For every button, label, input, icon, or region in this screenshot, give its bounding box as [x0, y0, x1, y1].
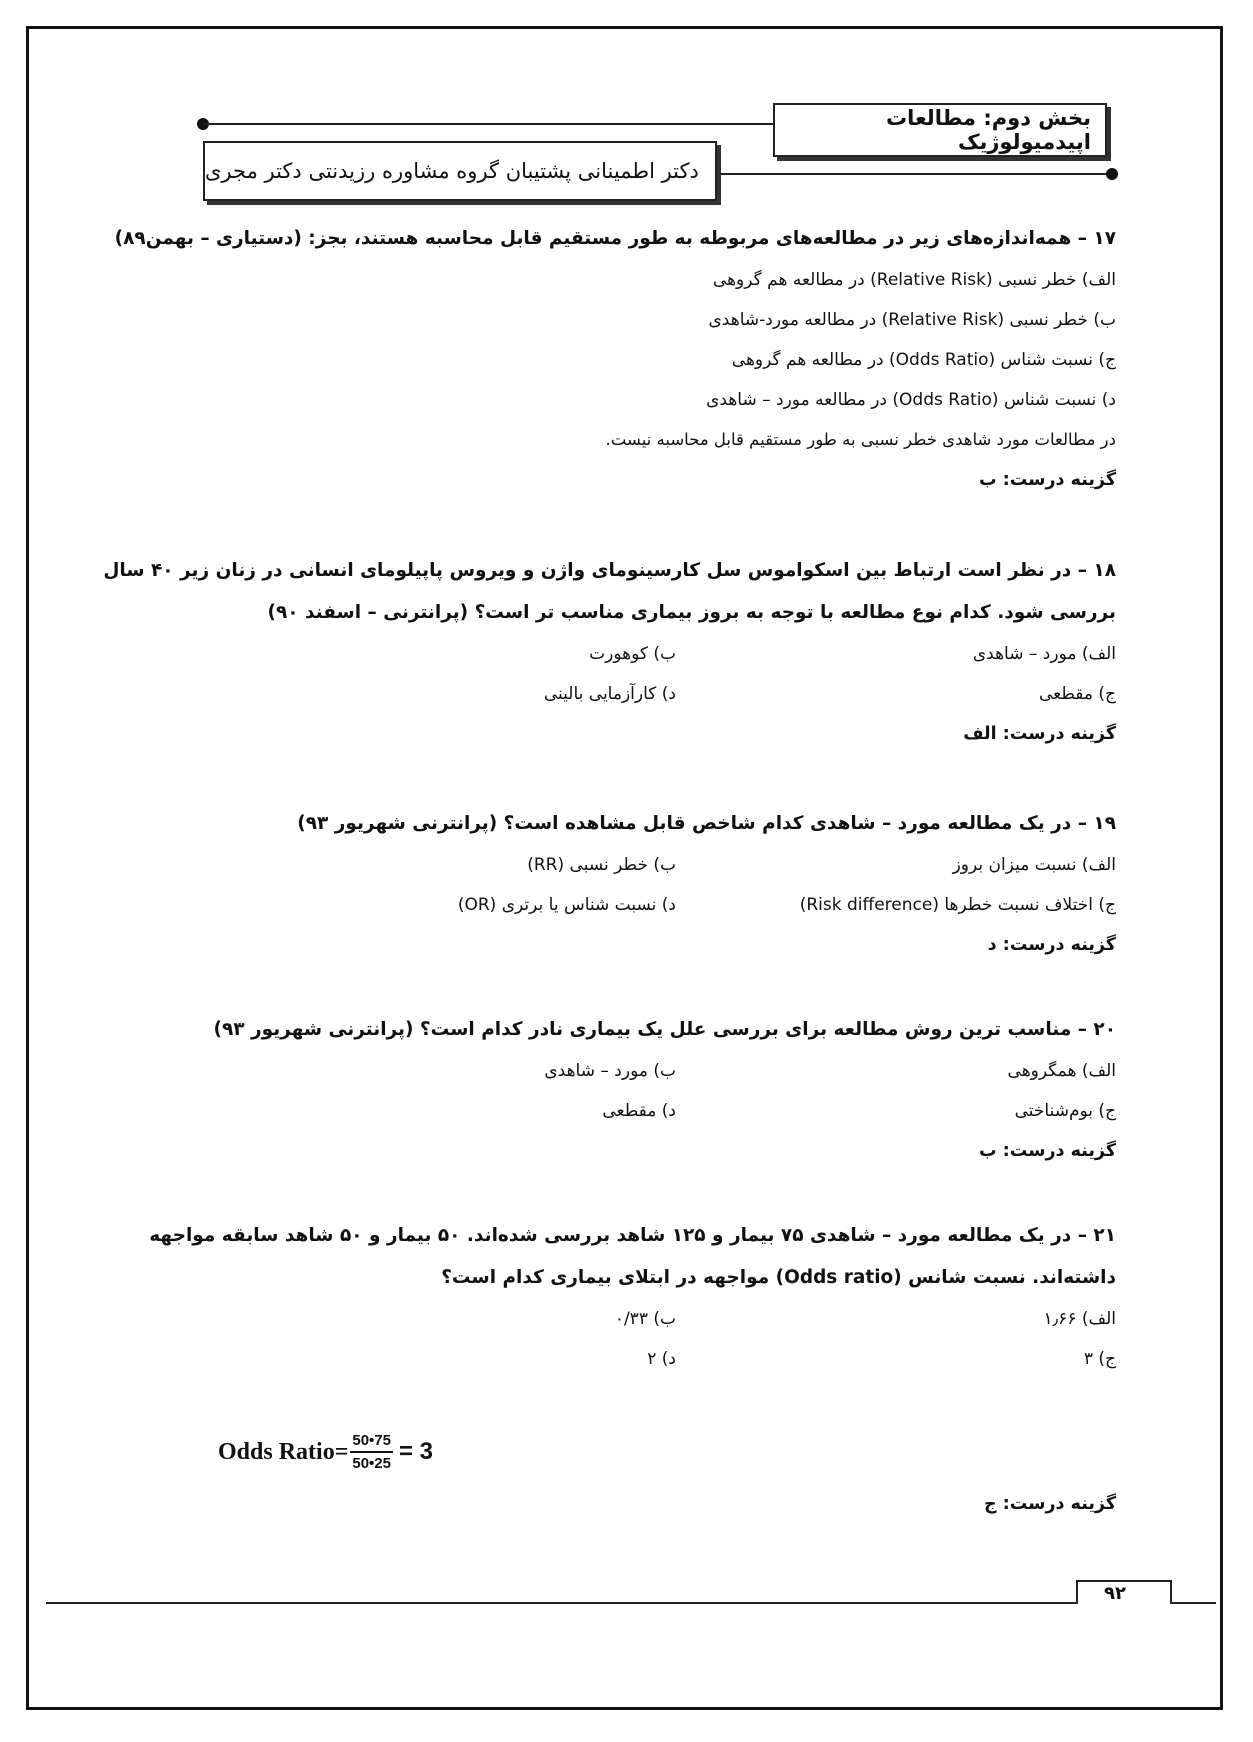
option-b: ب) ۰/۳۳: [614, 1309, 676, 1329]
question-20: [213, 1009, 1116, 1171]
option-d: د) مقطعی: [602, 1101, 676, 1121]
option-c: ج) نسبت شناس (Odds Ratio) در مطالعه هم گروهی: [731, 350, 1116, 370]
option-d: د) نسبت شناس (Odds Ratio) در مطالعه مورد – شاهدی: [706, 390, 1116, 410]
option-a: الف) خطر نسبی (Relative Risk) در مطالعه هم گروهی: [712, 270, 1116, 290]
option-a: الف) ۱٫۶۶: [1043, 1309, 1116, 1329]
header-dot-right: [1106, 168, 1118, 180]
question-text: ۱۷ – همه‌اندازه‌های زیر در مطالعه‌های مربوطه به طور مستقیم قابل محاسبه هستند، بجز: (دستیاری – بهمن۸۹): [114, 228, 1116, 249]
answer: گزینه درست: د: [987, 935, 1116, 955]
question-text-line2: داشته‌اند. نسبت شانس (Odds ratio) مواجهه در ابتلای بیماری کدام است؟: [441, 1267, 1116, 1288]
author-line: دکتر اطمینانی پشتیبان گروه مشاوره رزیدنتی دکتر مجری: [205, 159, 699, 183]
question-21-answer-block: [984, 1484, 1116, 1524]
question-17: [115, 218, 1116, 500]
formula-result: = 3: [399, 1438, 434, 1465]
option-d: د) ۲: [647, 1349, 676, 1369]
option-a: الف) مورد – شاهدی: [972, 644, 1116, 664]
question-text-line2: بررسی شود. کدام نوع مطالعه با توجه به بروز بیماری مناسب تر است؟ (پرانترنی – اسفند ۹۰): [267, 602, 1116, 623]
option-c: ج) بوم‌شناختی: [1014, 1101, 1116, 1121]
answer: گزینه درست: ج: [984, 1494, 1116, 1514]
answer: گزینه درست: الف: [963, 724, 1116, 744]
option-b: ب) کوهورت: [589, 644, 676, 664]
option-c: ج) مقطعی: [1038, 684, 1116, 704]
question-text-line1: ۲۱ – در یک مطالعه مورد – شاهدی ۷۵ بیمار و ۱۲۵ شاهد بررسی شده‌اند. ۵۰ بیمار و ۵۰ شاهد سابقه مواجهه: [149, 1225, 1116, 1246]
formula-label: Odds Ratio=: [218, 1438, 349, 1465]
header-rule-top: [203, 123, 775, 125]
odds-ratio-formula: [218, 1432, 433, 1472]
formula-fraction: [350, 1432, 393, 1472]
question-text: ۱۹ – در یک مطالعه مورد – شاهدی کدام شاخص قابل مشاهده است؟ (پرانترنی شهریور ۹۳): [297, 813, 1116, 834]
option-c: ج) ۳: [1083, 1349, 1116, 1369]
option-b: ب) مورد – شاهدی: [544, 1061, 676, 1081]
formula-denominator: 50•25: [352, 1455, 391, 1472]
header-rule-bottom: [717, 173, 1110, 175]
question-19: [216, 803, 1116, 965]
question-21: [149, 1215, 1116, 1379]
answer: گزینه درست: ب: [979, 1141, 1116, 1161]
page-number: ۹۲: [1104, 1583, 1126, 1604]
option-d: د) نسبت شناس یا برتری (OR): [457, 895, 676, 915]
footer-rule: [46, 1602, 1076, 1604]
option-a: الف) همگروهی: [1007, 1061, 1116, 1081]
option-b: ب) خطر نسبی (RR): [527, 855, 676, 875]
option-a: الف) نسبت میزان بروز: [952, 855, 1116, 875]
option-b: ب) خطر نسبی (Relative Risk) در مطالعه مورد-شاهدی: [708, 310, 1116, 330]
section-title: بخش دوم: مطالعات اپیدمیولوژیک: [885, 106, 1091, 154]
footer-rule-end: [1172, 1602, 1216, 1604]
author-box: [203, 141, 717, 201]
question-text-line1: ۱۸ – در نظر است ارتباط بین اسکواموس سل کارسینومای واژن و ویروس پاپیلومای انسانی در زنان زیر ۴۰ سال: [103, 560, 1116, 581]
section-title-box: [773, 103, 1107, 157]
explanation: در مطالعات مورد شاهدی خطر نسبی به طور مستقیم قابل محاسبه نیست.: [605, 430, 1116, 449]
option-d: د) کارآزمایی بالینی: [543, 684, 676, 704]
answer: گزینه درست: ب: [979, 470, 1116, 490]
formula-numerator: 50•75: [350, 1432, 393, 1453]
option-c: ج) اختلاف نسبت خطرها (Risk difference): [799, 895, 1116, 915]
question-text: ۲۰ – مناسب ترین روش مطالعه برای بررسی علل یک بیماری نادر کدام است؟ (پرانترنی شهریور ۹۳): [213, 1019, 1116, 1040]
question-18: [103, 550, 1116, 754]
